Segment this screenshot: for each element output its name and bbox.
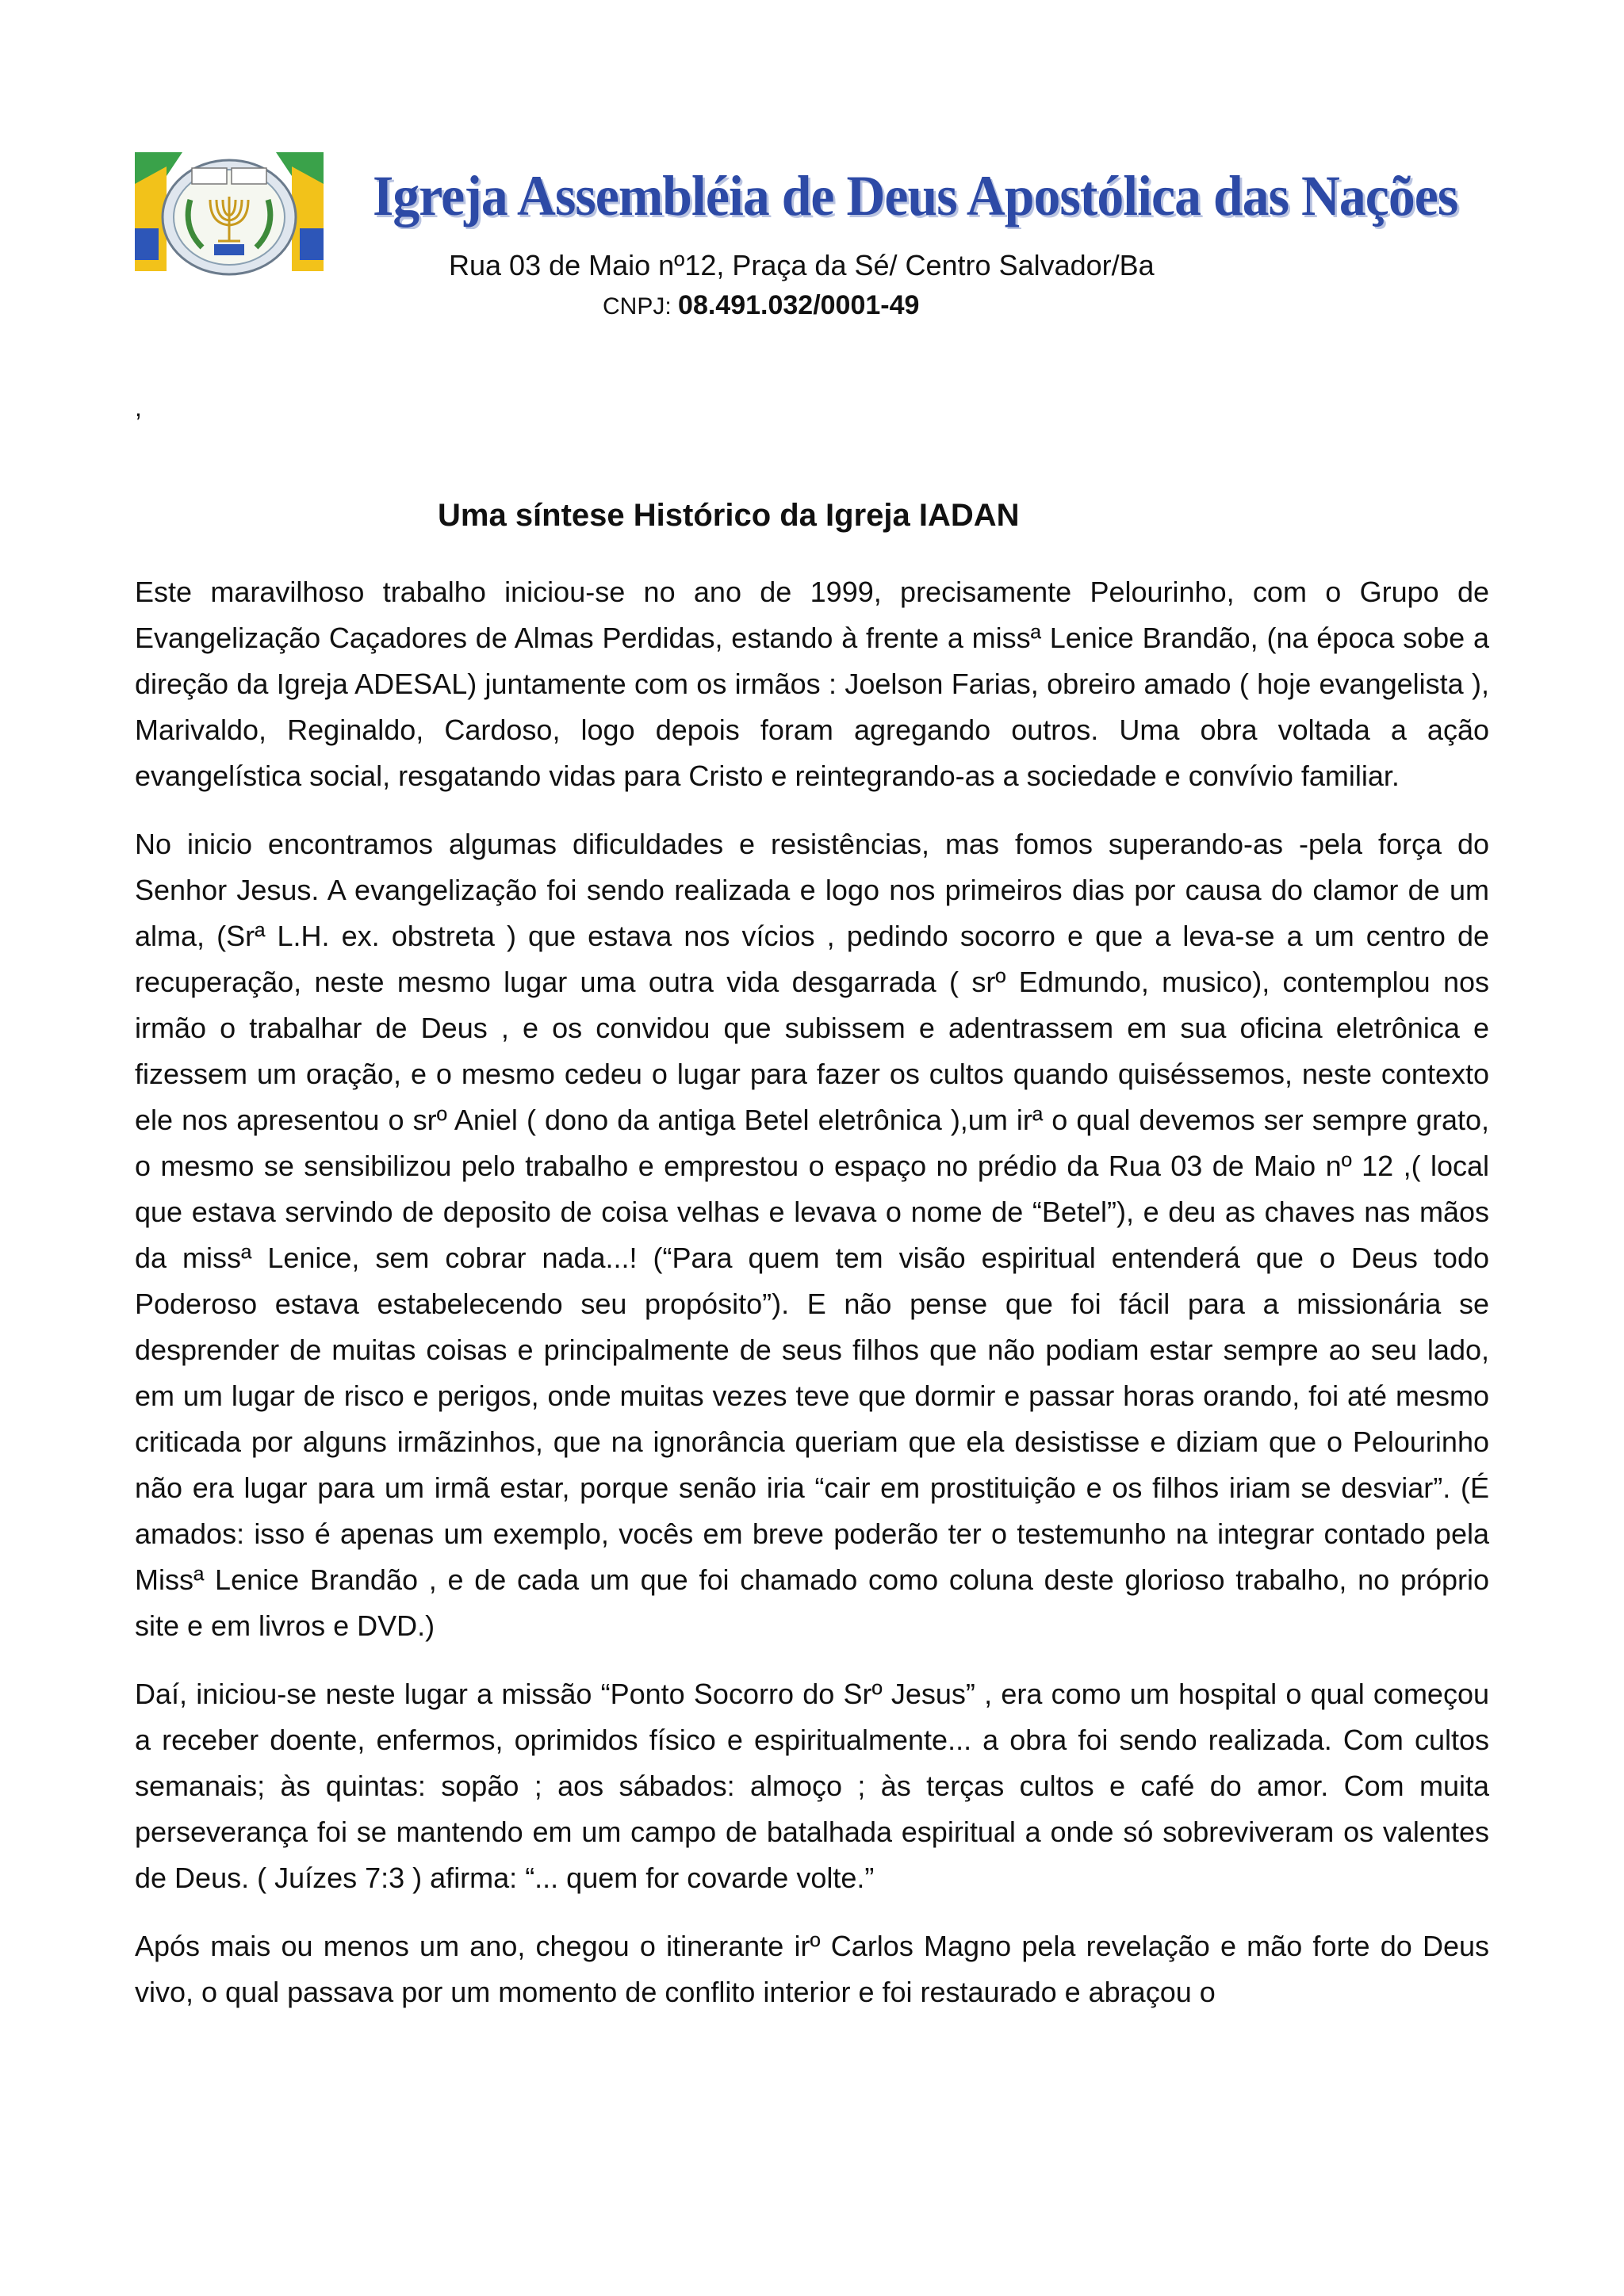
cnpj-value: 08.491.032/0001-49	[678, 290, 920, 320]
church-seal-logo-icon	[135, 152, 324, 279]
church-address: Rua 03 de Maio nº12, Praça da Sé/ Centro Salvador/Ba	[449, 249, 1155, 281]
document-title: Uma síntese Histórico da Igreja IADAN	[438, 498, 1020, 533]
cnpj-label: CNPJ:	[603, 293, 672, 320]
stray-mark: ,	[135, 393, 142, 422]
paragraph: Após mais ou menos um ano, chegou o itinerante irº Carlos Magno pela revelação e mão forte do Deus vivo, o qual passava por um momento de conflito interior e foi restaurado e abraçou o	[135, 1930, 1489, 2008]
paragraph: Este maravilhoso trabalho iniciou-se no ano de 1999, precisamente Pelourinho, com o Grupo de Evangelização Caçadores de Almas Perdidas, estando à frente a missª Lenice Brandão, (na época sobe a direção da Igreja ADESAL) juntamente com os irmãos : Joelson Farias, obreiro amado ( hoje evangelista ), Marivaldo, Reginaldo, Cardoso, logo depois foram agregando outros. Uma obra voltada a ação evangelística social, resgatando vidas para Cristo e reintegrando-as a sociedade e convívio familiar.	[135, 576, 1489, 792]
document-body	[135, 569, 1489, 2038]
cnpj-line	[603, 290, 919, 321]
church-name: Igreja Assembléia de Deus Apostólica das Nações	[373, 164, 1458, 228]
paragraph: No inicio encontramos algumas dificuldades e resistências, mas fomos superando-as -pela força do Senhor Jesus. A evangelização foi sendo realizada e logo nos primeiros dias por causa do clamor de um alma, (Srª L.H. ex. obstreta ) que estava nos vícios , pedindo socorro e que a leva-se a um centro de recuperação, neste mesmo lugar uma outra vida desgarrada ( srº Edmundo, musico), contemplou nos irmão o trabalhar de Deus , e os convidou que subissem e adentrassem em sua oficina eletrônica e fizessem um oração, e o mesmo cedeu o lugar para fazer os cultos quando quiséssemos, neste contexto ele nos apresentou o srº Aniel ( dono da antiga Betel eletrônica ),um irª o qual devemos ser sempre grato, o mesmo se sensibilizou pelo trabalho e emprestou o espaço no prédio da Rua 03 de Maio nº 12 ,( local que estava servindo de deposito de coisa velhas e levava o nome de “Betel”), e deu as chaves nas mãos da missª Lenice, sem cobrar nada...! (“Para quem tem visão espiritual entenderá que o Deus todo Poderoso estava estabelecendo seu propósito”). E não pense que foi fácil para a missionária se desprender de muitas coisas e principalmente de seus filhos que não podiam estar sempre ao seu lado, em um lugar de risco e perigos, onde muitas vezes teve que dormir e passar horas orando, foi até mesmo criticada por alguns irmãzinhos, que na ignorância queriam que ela desistisse e diziam que o Pelourinho não era lugar para um irmã estar, porque senão iria “cair em prostituição e os filhos iriam se desviar”. (É amados: isso é apenas um exemplo, vocês em breve poderão ter o testemunho na integrar contado pela Missª Lenice Brandão , e de cada um que foi chamado como coluna deste glorioso trabalho, no próprio site e em livros e DVD.)	[135, 828, 1489, 1642]
paragraph: Daí, iniciou-se neste lugar a missão “Ponto Socorro do Srº Jesus” , era como um hospital o qual começou a receber doente, enfermos, oprimidos físico e espiritualmente... a obra foi sendo realizada. Com cultos semanais; às quintas: sopão ; aos sábados: almoço ; às terças cultos e café do amor. Com muita perseverança foi se mantendo em um campo de batalhada espiritual a onde só sobreviveram os valentes de Deus. ( Juízes 7:3 ) afirma: “... quem for covarde volte.”	[135, 1678, 1489, 1894]
